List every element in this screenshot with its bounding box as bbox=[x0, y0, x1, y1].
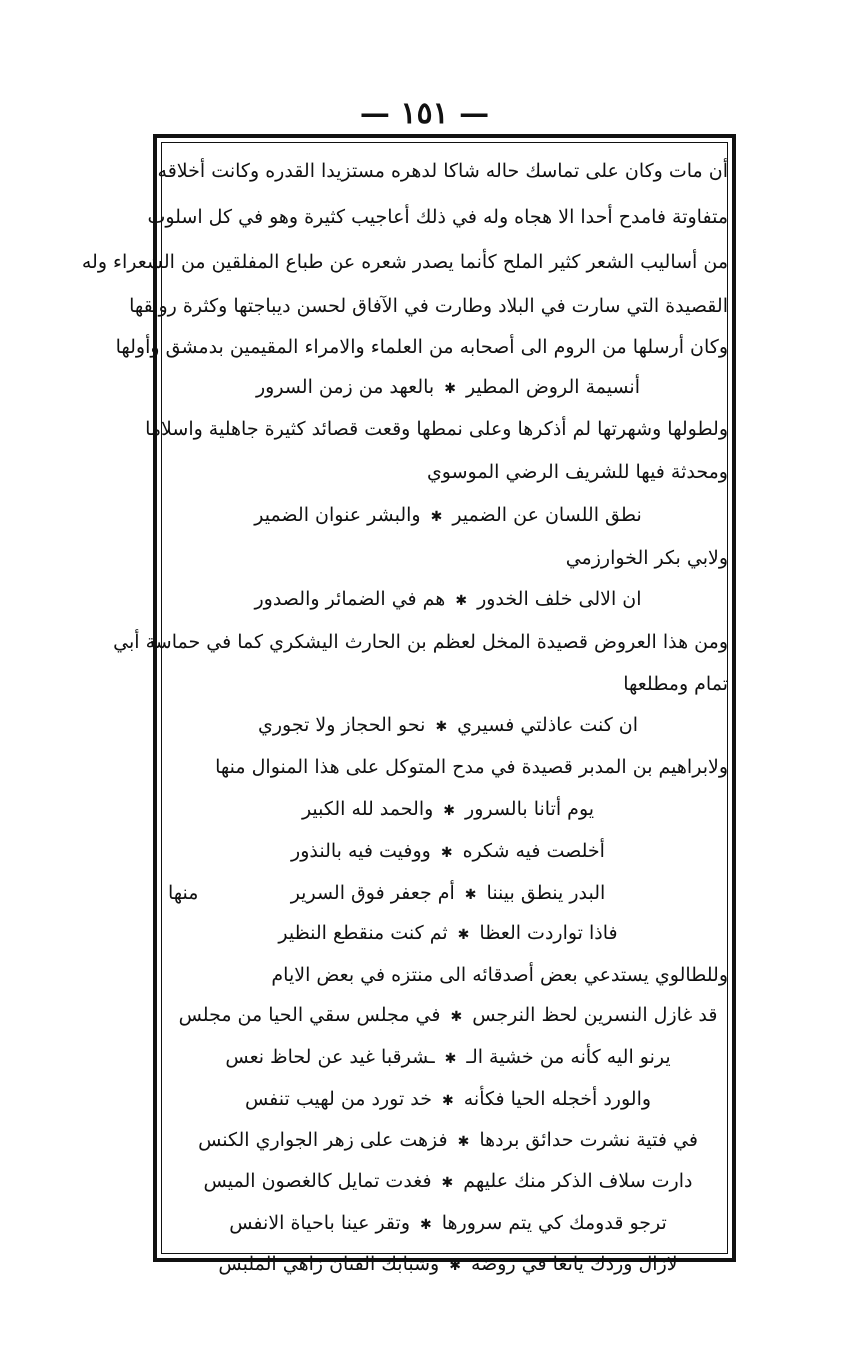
verse-first-hemistich: قد غازل النسرين لحظ النرجس bbox=[472, 1004, 718, 1026]
verse-second-hemistich: نحو الحجاز ولا تجوري bbox=[257, 714, 426, 736]
verse-second-hemistich: أم جعفر فوق السرير bbox=[290, 882, 455, 904]
prose-line: متفاوتة فامدح أحدا الا هجاه وله في ذلك أعاجيب كثيرة وهو في كل اسلوب bbox=[147, 206, 728, 228]
verse-first-hemistich: ان كنت عاذلتي فسيري bbox=[457, 714, 639, 736]
prose-line: من أساليب الشعر كثير الملح كأنما يصدر شعره عن طباع المفلقين من الشعراء وله bbox=[81, 251, 728, 273]
verse-line bbox=[168, 373, 728, 403]
verse-first-hemistich: والورد أخجله الحيا فكأنه bbox=[463, 1088, 652, 1110]
verse-second-hemistich: بالعهد من زمن السرور bbox=[256, 376, 435, 398]
verse-line bbox=[168, 1250, 728, 1280]
verse-first-hemistich: نطق اللسان عن الضمير bbox=[452, 504, 642, 526]
verse-second-hemistich: ووفيت فيه بالنذور bbox=[291, 840, 431, 862]
verse-line bbox=[168, 879, 728, 909]
prose-line: وكان أرسلها من الروم الى أصحابه من العلماء والامراء المقيمين بدمشق وأولها bbox=[115, 336, 728, 358]
verse-separator-star-icon: ✱ bbox=[457, 927, 470, 943]
verse-separator-star-icon: ✱ bbox=[444, 381, 456, 397]
verse-line bbox=[168, 795, 728, 825]
verse-separator-star-icon: ✱ bbox=[420, 1217, 432, 1233]
verse-second-hemistich: خد تورد من لهيب تنفس bbox=[244, 1088, 433, 1110]
side-label: منها bbox=[168, 882, 199, 904]
verse-second-hemistich: وشبابك الفتان زاهي الملبس bbox=[218, 1253, 440, 1275]
verse-second-hemistich: فزهت على زهر الجواري الكنس bbox=[198, 1129, 448, 1151]
verse-first-hemistich: يرنو اليه كأنه من خشية الـ bbox=[466, 1046, 671, 1068]
verse-first-hemistich: أنسيمة الروض المطير bbox=[465, 376, 640, 398]
verse-first-hemistich: دارت سلاف الذكر منك عليهم bbox=[463, 1170, 693, 1192]
verse-separator-star-icon: ✱ bbox=[442, 1093, 454, 1109]
verse-line bbox=[168, 585, 728, 615]
verse-first-hemistich: فاذا تواردت العظا bbox=[479, 922, 618, 944]
verse-second-hemistich: ثم كنت منقطع النظير bbox=[278, 922, 448, 944]
prose-line: ومن هذا العروض قصيدة المخل لعظم بن الحارث اليشكري كما في حماسة أبي bbox=[113, 631, 728, 653]
verse-line bbox=[168, 1167, 728, 1197]
prose-line: ولطولها وشهرتها لم أذكرها وعلى نمطها وقعت قصائد كثيرة جاهلية واسلاما bbox=[145, 418, 728, 440]
verse-line bbox=[168, 711, 728, 741]
verse-separator-star-icon: ✱ bbox=[430, 509, 443, 525]
verse-first-hemistich: ترجو قدومك كي يتم سرورها bbox=[441, 1212, 667, 1234]
verse-line bbox=[168, 919, 728, 949]
prose-line: ومحدثة فيها للشريف الرضي الموسوي bbox=[426, 461, 728, 483]
verse-first-hemistich: في فتية نشرت حدائق بردها bbox=[479, 1129, 698, 1151]
verse-first-hemistich: أخلصت فيه شكره bbox=[462, 840, 605, 862]
prose-line: وللطالوي يستدعي بعض أصدقائه الى منتزه في بعض الايام bbox=[271, 964, 728, 986]
verse-separator-star-icon: ✱ bbox=[435, 719, 448, 735]
prose-line: ولابراهيم بن المدبر قصيدة في مدح المتوكل على هذا المنوال منها bbox=[215, 756, 728, 778]
verse-line bbox=[168, 501, 728, 531]
prose-line: أن مات وكان على تماسك حاله شاكا لدهره مستزيدا القدره وكانت أخلاقه bbox=[157, 160, 728, 182]
verse-line bbox=[168, 837, 728, 867]
verse-separator-star-icon: ✱ bbox=[457, 1134, 470, 1150]
verse-second-hemistich: والبشر عنوان الضمير bbox=[254, 504, 421, 526]
verse-separator-star-icon: ✱ bbox=[443, 803, 456, 819]
verse-second-hemistich: هم في الضمائر والصدور bbox=[254, 588, 446, 610]
verse-separator-star-icon: ✱ bbox=[450, 1009, 463, 1025]
verse-line bbox=[168, 1043, 728, 1073]
verse-line bbox=[168, 1085, 728, 1115]
verse-first-hemistich: يوم أتانا بالسرور bbox=[465, 798, 595, 820]
verse-line bbox=[168, 1126, 728, 1156]
verse-separator-star-icon: ✱ bbox=[464, 887, 477, 903]
verse-separator-star-icon: ✱ bbox=[455, 593, 468, 609]
verse-second-hemistich: ـشرقبا غيد عن لحاظ نعس bbox=[225, 1046, 435, 1068]
verse-separator-star-icon: ✱ bbox=[444, 1051, 457, 1067]
prose-line: تمام ومطلعها bbox=[623, 673, 728, 695]
verse-separator-star-icon: ✱ bbox=[449, 1258, 461, 1274]
verse-line bbox=[168, 1209, 728, 1239]
page-number: — ١٥١ — bbox=[359, 96, 490, 131]
verse-second-hemistich: والحمد لله الكبير bbox=[301, 798, 434, 820]
verse-first-hemistich: البدر ينطق بيننا bbox=[486, 882, 606, 904]
verse-line bbox=[168, 1001, 728, 1031]
prose-line: ولابي بكر الخوارزمي bbox=[565, 547, 728, 569]
verse-first-hemistich: ان الالى خلف الخدور bbox=[477, 588, 642, 610]
verse-second-hemistich: فغدت تمايل كالغصون الميس bbox=[203, 1170, 432, 1192]
verse-second-hemistich: وتقر عينا باحياة الانفس bbox=[229, 1212, 411, 1234]
prose-line: القصيدة التي سارت في البلاد وطارت في الآفاق لحسن ديباجتها وكثرة رونقها bbox=[129, 295, 728, 317]
verse-separator-star-icon: ✱ bbox=[441, 1175, 454, 1191]
verse-separator-star-icon: ✱ bbox=[440, 845, 453, 861]
verse-second-hemistich: في مجلس سقي الحيا من مجلس bbox=[178, 1004, 441, 1026]
verse-first-hemistich: لازال وردك يانعا في روضة bbox=[470, 1253, 678, 1275]
